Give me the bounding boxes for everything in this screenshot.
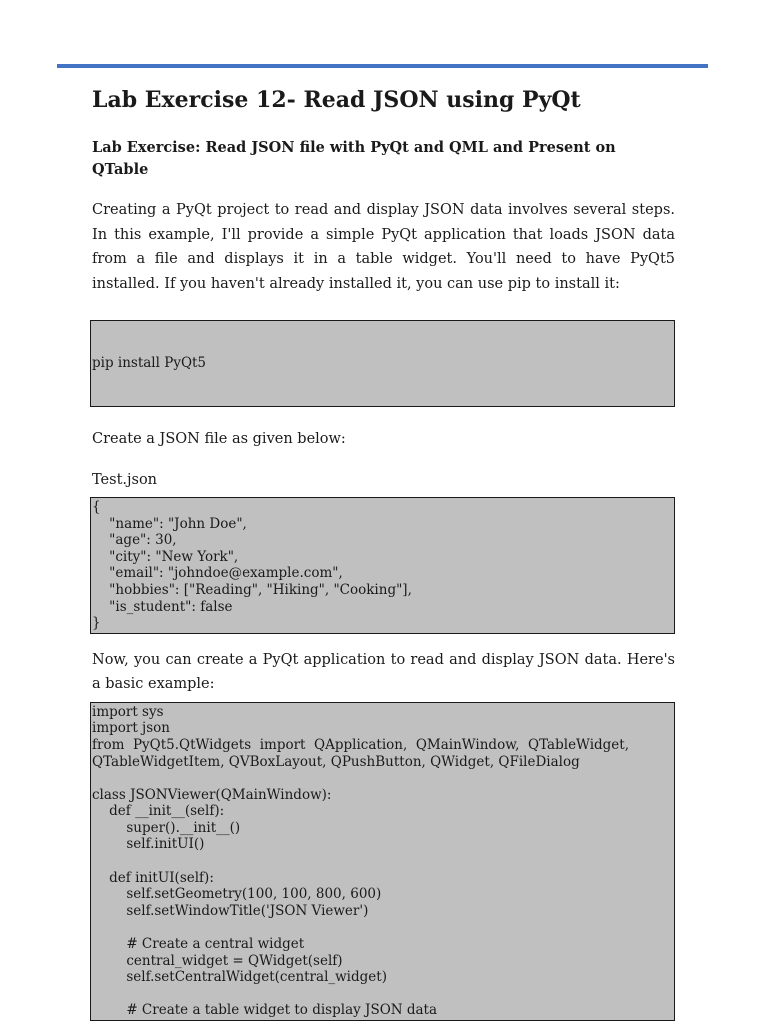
- code-line: "hobbies": ["Reading", "Hiking", "Cooking"],: [92, 581, 412, 598]
- code-line: "email": "johndoe@example.com",: [92, 565, 343, 582]
- code-line: import json: [92, 720, 170, 737]
- code-line: class JSONViewer(QMainWindow):: [92, 786, 332, 803]
- page-title: Lab Exercise 12- Read JSON using PyQt: [92, 87, 581, 113]
- code-line: [92, 919, 674, 936]
- code-line: self.setWindowTitle('JSON Viewer'): [92, 902, 369, 919]
- top-rule: [57, 64, 708, 68]
- code-line: super().__init__(): [92, 819, 241, 836]
- code-line: "age": 30,: [92, 532, 177, 549]
- json-intro-paragraph: Create a JSON file as given below:: [92, 430, 346, 447]
- code-line: "is_student": false: [92, 598, 233, 615]
- code-line: self.setGeometry(100, 100, 800, 600): [92, 886, 382, 903]
- code-line: [92, 853, 674, 870]
- code-line: def __init__(self):: [92, 803, 225, 820]
- section-subtitle: Lab Exercise: Read JSON file with PyQt and QML and Present on QTable: [92, 139, 616, 178]
- code-line: "name": "John Doe",: [92, 515, 247, 532]
- code-line: def initUI(self):: [92, 869, 214, 886]
- code-line: {: [92, 498, 101, 515]
- code-line: import sys: [92, 703, 164, 720]
- json-code-box: [90, 497, 675, 634]
- code-line: central_widget = QWidget(self): [92, 952, 343, 969]
- code-line: }: [92, 615, 101, 632]
- code-line: # Create a central widget: [92, 936, 305, 953]
- document-body: [92, 84, 675, 1021]
- code-line: self.setCentralWidget(central_widget): [92, 969, 387, 986]
- code-line: self.initUI(): [92, 836, 205, 853]
- json-filename: Test.json: [92, 472, 158, 489]
- code-line: QTableWidgetItem, QVBoxLayout, QPushButton, QWidget, QFileDialog: [92, 753, 580, 770]
- code-line: [92, 986, 674, 1003]
- code-line: "city": "New York",: [92, 548, 239, 565]
- code-line: [92, 770, 674, 787]
- app-intro-paragraph: Now, you can create a PyQt application to read and display JSON data. Here's a basic example:: [92, 651, 675, 693]
- intro-paragraph: Creating a PyQt project to read and display JSON data involves several steps. In this example, I'll provide a simple PyQt application that loads JSON data from a file and displays it in a table widget. You'll need to have PyQt5 installed. If you haven't already installed it, you can use pip to install it:: [92, 202, 675, 292]
- pip-command-box: [90, 320, 675, 407]
- code-line: from PyQt5.QtWidgets import QApplication, QMainWindow, QTableWidget,: [92, 736, 630, 753]
- code-line: # Create a table widget to display JSON data: [92, 1002, 438, 1019]
- code-line: pip install PyQt5: [92, 355, 207, 372]
- python-code-box: [90, 702, 675, 1021]
